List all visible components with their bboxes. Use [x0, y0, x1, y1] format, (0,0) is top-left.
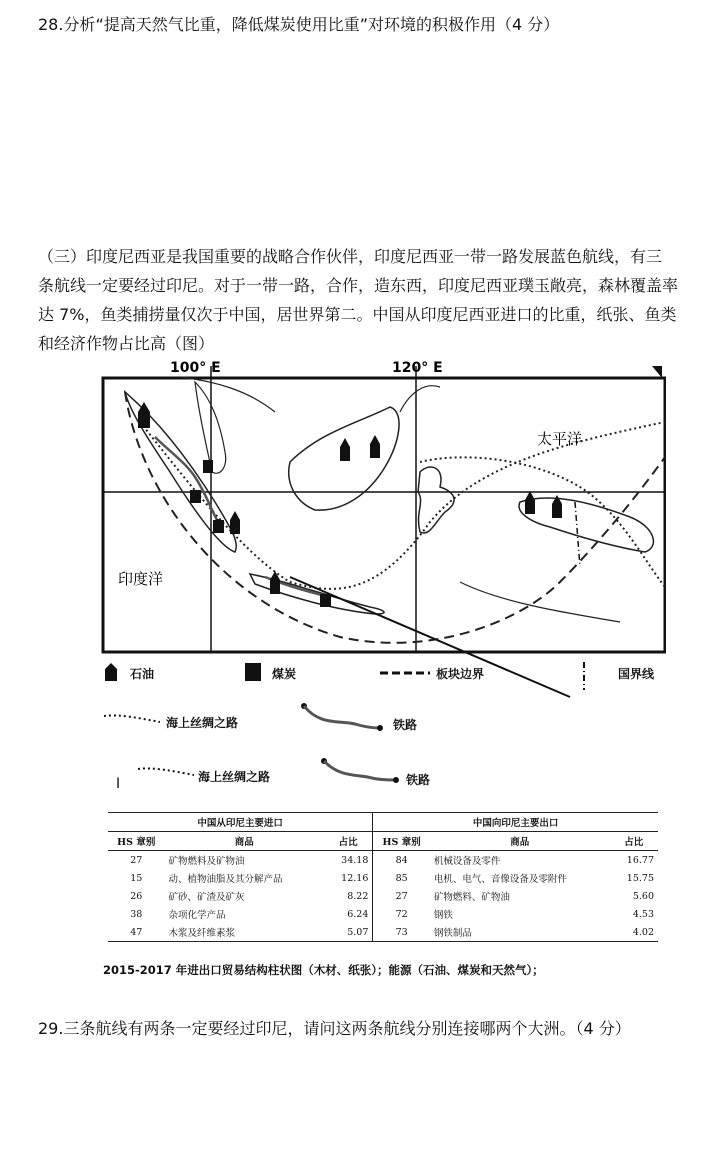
railway-legend-icon [300, 700, 386, 734]
cell: 85 [373, 869, 430, 887]
legend-railway-label-2: 铁路 [406, 773, 431, 787]
silk-road-legend-icon [104, 712, 160, 726]
cell: 杂项化学产品 [168, 910, 226, 921]
cell: 34.18 [341, 854, 369, 866]
corner-mark [652, 366, 662, 378]
cell: 38 [130, 908, 143, 920]
cell: 矿砂、矿渣及矿灰 [168, 892, 245, 903]
legend-silk-road-label-2: 海上丝绸之路 [198, 770, 271, 784]
coal-legend-icon [245, 663, 261, 681]
railway-legend-icon [320, 756, 400, 786]
oil-markers [138, 402, 562, 594]
cell: 木浆及纤维素浆 [165, 923, 324, 942]
new-guinea-outline [519, 498, 653, 552]
cell: 72 [373, 905, 430, 923]
sulawesi-outline [418, 467, 454, 533]
col-share: 占比 [610, 832, 658, 851]
silk-road-route-b [420, 457, 665, 587]
oil-marker [370, 435, 380, 458]
legend-oil-label: 石油 [130, 667, 155, 681]
cell: 4.53 [632, 908, 654, 920]
table-note: 2015-2017 年进出口贸易结构柱状图（木材、纸张）；能源（石油、煤炭和天然气）； [103, 963, 544, 977]
table-row [108, 923, 658, 942]
col-hs: HS 章别 [108, 832, 165, 851]
col-hs: HS 章别 [373, 832, 430, 851]
cell: 26 [130, 890, 143, 902]
question-28: 28.分析“提高天然气比重，降低煤炭使用比重”对环境的积极作用（4 分） [38, 15, 560, 34]
table-row [108, 887, 658, 905]
cell: 15 [130, 872, 143, 884]
passage-line: （三）印度尼西亚是我国重要的战略合作伙伴，印度尼西亚一带一路发展蓝色航线，有三 [38, 247, 663, 266]
cell: 12.16 [341, 872, 369, 884]
table-row [108, 851, 658, 870]
col-goods: 商品 [165, 832, 324, 851]
col-goods: 商品 [430, 832, 610, 851]
legend-plate-label: 板块边界 [436, 667, 485, 681]
border-legend-icon [578, 662, 590, 690]
oil-marker [340, 438, 350, 461]
coal-marker [320, 594, 331, 607]
cell: 8.22 [347, 890, 369, 902]
cell: 5.07 [324, 923, 373, 942]
legend-coal-label: 煤炭 [272, 667, 297, 681]
cell: 动、植物油脂及其分解产品 [168, 874, 283, 885]
passage-line: 达 7%，鱼类捕捞量仅次于中国，居世界第二。中国从印度尼西亚进口的比重，纸张、鱼类 [38, 305, 677, 324]
cell: 47 [108, 923, 165, 942]
cell: 4.02 [610, 923, 658, 942]
plate-boundary-legend-icon [380, 668, 430, 678]
plate-boundary-line [125, 392, 665, 643]
railway-sumatra [155, 437, 218, 522]
passage [38, 242, 722, 358]
pacific-label: 太平洋 [537, 430, 583, 448]
export-table-title: 中国向印尼主要出口 [373, 813, 658, 832]
col-share: 占比 [324, 832, 373, 851]
coal-marker [213, 520, 224, 533]
silk-road-route-a [140, 422, 665, 589]
import-table-title: 中国从印尼主要进口 [108, 813, 373, 832]
indonesia-map [100, 352, 666, 712]
australia-coast [460, 582, 620, 622]
passage-line: 和经济作物占比高（图） [38, 334, 215, 353]
legend-border-label: 国界线 [618, 667, 655, 681]
table-row [108, 869, 658, 887]
cell: 机械设备及零件 [433, 856, 501, 867]
oil-marker [525, 491, 535, 514]
cell: 16.77 [626, 854, 654, 866]
cell: 6.24 [347, 908, 369, 920]
cell: 27 [130, 854, 143, 866]
cell: 27 [373, 887, 430, 905]
coal-marker [203, 460, 213, 473]
cell: 84 [373, 851, 430, 870]
legend-silk-road-label: 海上丝绸之路 [166, 716, 239, 730]
silk-road-legend-icon [138, 765, 194, 779]
pointer-line [290, 577, 570, 697]
cell: 矿物燃料及矿物油 [168, 856, 245, 867]
legend-railway-label: 铁路 [393, 718, 418, 732]
cell: 电机、电气、音像设备及零附件 [433, 874, 567, 885]
philippines-outline [400, 386, 440, 412]
lon-label-120e: 120° E [392, 360, 443, 376]
cell: 钢铁制品 [430, 923, 610, 942]
stray-mark: I [116, 776, 121, 792]
coal-marker [190, 490, 201, 503]
cell: 73 [373, 923, 430, 942]
trade-table [108, 812, 658, 942]
indochina-coast [180, 377, 275, 412]
cell: 钢铁 [433, 910, 453, 921]
cell: 矿物燃料、矿物油 [433, 892, 510, 903]
lon-label-100e: 100° E [170, 360, 221, 376]
cell: 15.75 [626, 872, 654, 884]
oil-marker [230, 511, 240, 534]
passage-line: 条航线一定要经过印尼。对于一带一路，合作，造东西，印度尼西亚璞玉敞亮，森林覆盖率 [38, 276, 679, 295]
cell: 5.60 [632, 890, 654, 902]
table-row [108, 905, 658, 923]
indian-ocean-label: 印度洋 [118, 570, 164, 588]
question-29: 29.三条航线有两条一定要经过印尼，请问这两条航线分别连接哪两个大洲。（4 分） [38, 1019, 631, 1038]
oil-legend-icon [104, 662, 118, 682]
